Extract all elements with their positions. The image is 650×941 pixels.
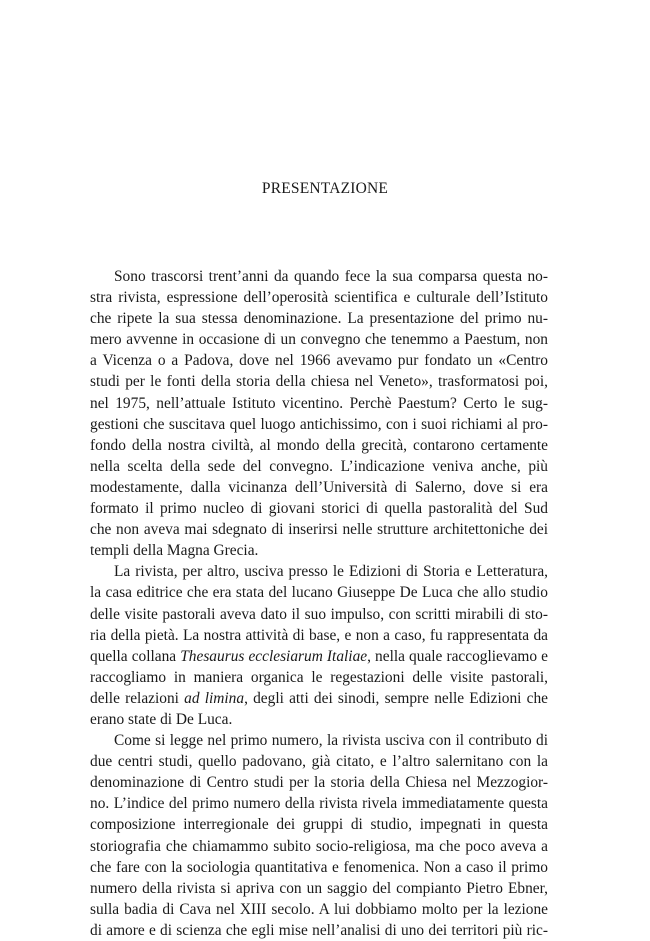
text-line: nella scelta della sede del convegno. L’indicazione veniva anche, più xyxy=(90,457,548,475)
text-line: modestamente, dalla vicinanza dell’Università di Salerno, dove si era xyxy=(90,478,548,496)
text-line: studi per le fonti della storia della chiesa nel Veneto», trasformatosi poi, xyxy=(90,373,548,391)
text-line: composizione interregionale dei gruppi di studio, impegnati in questa xyxy=(90,816,548,834)
text-line: raccogliamo in maniera organica le regestazioni delle visite pastorali, xyxy=(90,668,548,686)
text-line: no. L’indice del primo numero della rivista rivela immediatamente questa xyxy=(90,795,548,813)
text-line: mero avvenne in occasione di un convegno che tenemmo a Paestum, non xyxy=(90,331,548,349)
text-line: che ripete la sua stessa denominazione. La presentazione del primo nu- xyxy=(90,310,548,328)
text-line: la casa editrice che era stata del lucano Giuseppe De Luca che allo studio xyxy=(90,584,548,602)
text-segment: , degli atti dei sinodi, sempre nelle Edizioni che xyxy=(244,689,548,707)
paragraph-2 xyxy=(90,561,548,730)
text-line: di amore e di scienza che egli mise nell’analisi di uno dei territori più ric- xyxy=(90,921,548,939)
text-line: che non aveva mai sdegnato di inserirsi nelle strutture architettoniche dei xyxy=(90,521,548,539)
text-line: sulla badia di Cava nel XIII secolo. A lui dobbiamo molto per la lezione xyxy=(90,900,548,918)
text-line: storiografia che chiamammo subito socio-religiosa, ma che poco aveva a xyxy=(90,837,548,855)
text-line: Sono trascorsi trent’anni da quando fece la sua comparsa questa no- xyxy=(114,268,548,285)
text-line: due centri studi, quello padovano, già citato, e l’altro salernitano con la xyxy=(90,753,548,771)
text-line: delle visite pastorali aveva dato il suo impulso, con scritti mirabili di sto- xyxy=(90,605,548,623)
text-line: denominazione di Centro studi per la storia della Chiesa nel Mezzogior- xyxy=(90,774,548,792)
text-line: templi della Magna Grecia. xyxy=(90,542,259,560)
text-line: nel 1975, nell’attuale Istituto vicentino. Perchè Paestum? Certo le sug- xyxy=(90,394,548,412)
text-line xyxy=(90,688,548,709)
italic-title: Thesaurus ecclesiarum Italiae xyxy=(180,647,368,665)
body-text xyxy=(90,266,548,941)
text-line: formato il primo nucleo di giovani storici di quella pastoralità del Sud xyxy=(90,500,548,518)
italic-term: ad limina xyxy=(184,689,245,707)
text-line: gestioni che suscitava quel luogo antichissimo, con i suoi richiami al pro- xyxy=(90,415,548,433)
paragraph-1 xyxy=(90,266,548,561)
text-segment: quella collana xyxy=(90,647,181,665)
text-line: ria della pietà. La nostra attività di base, e non a caso, fu rappresentata da xyxy=(90,626,548,644)
text-segment: delle relazioni xyxy=(90,689,185,707)
text-line: numero della rivista si apriva con un saggio del compianto Pietro Ebner, xyxy=(90,879,548,897)
text-line: erano state di De Luca. xyxy=(90,710,233,728)
page-title: PRESENTAZIONE xyxy=(261,180,389,197)
text-line: a Vicenza o a Padova, dove nel 1966 avevamo pur fondato un «Centro xyxy=(90,352,548,370)
text-line: Come si legge nel primo numero, la rivista usciva con il contributo di xyxy=(114,732,548,750)
text-segment: , nella quale raccoglievamo e xyxy=(367,647,548,665)
text-line: stra rivista, espressione dell’operosità scientifica e culturale dell’Istituto xyxy=(90,289,548,307)
text-line: La rivista, per altro, usciva presso le Edizioni di Storia e Letteratura, xyxy=(114,563,548,581)
paragraph-3 xyxy=(90,730,548,941)
text-line xyxy=(90,646,548,667)
text-line: che fare con la sociologia quantitativa e fenomenica. Non a caso il primo xyxy=(90,858,548,876)
text-line: fondo della nostra civiltà, al mondo della grecità, contarono certamente xyxy=(90,436,548,454)
